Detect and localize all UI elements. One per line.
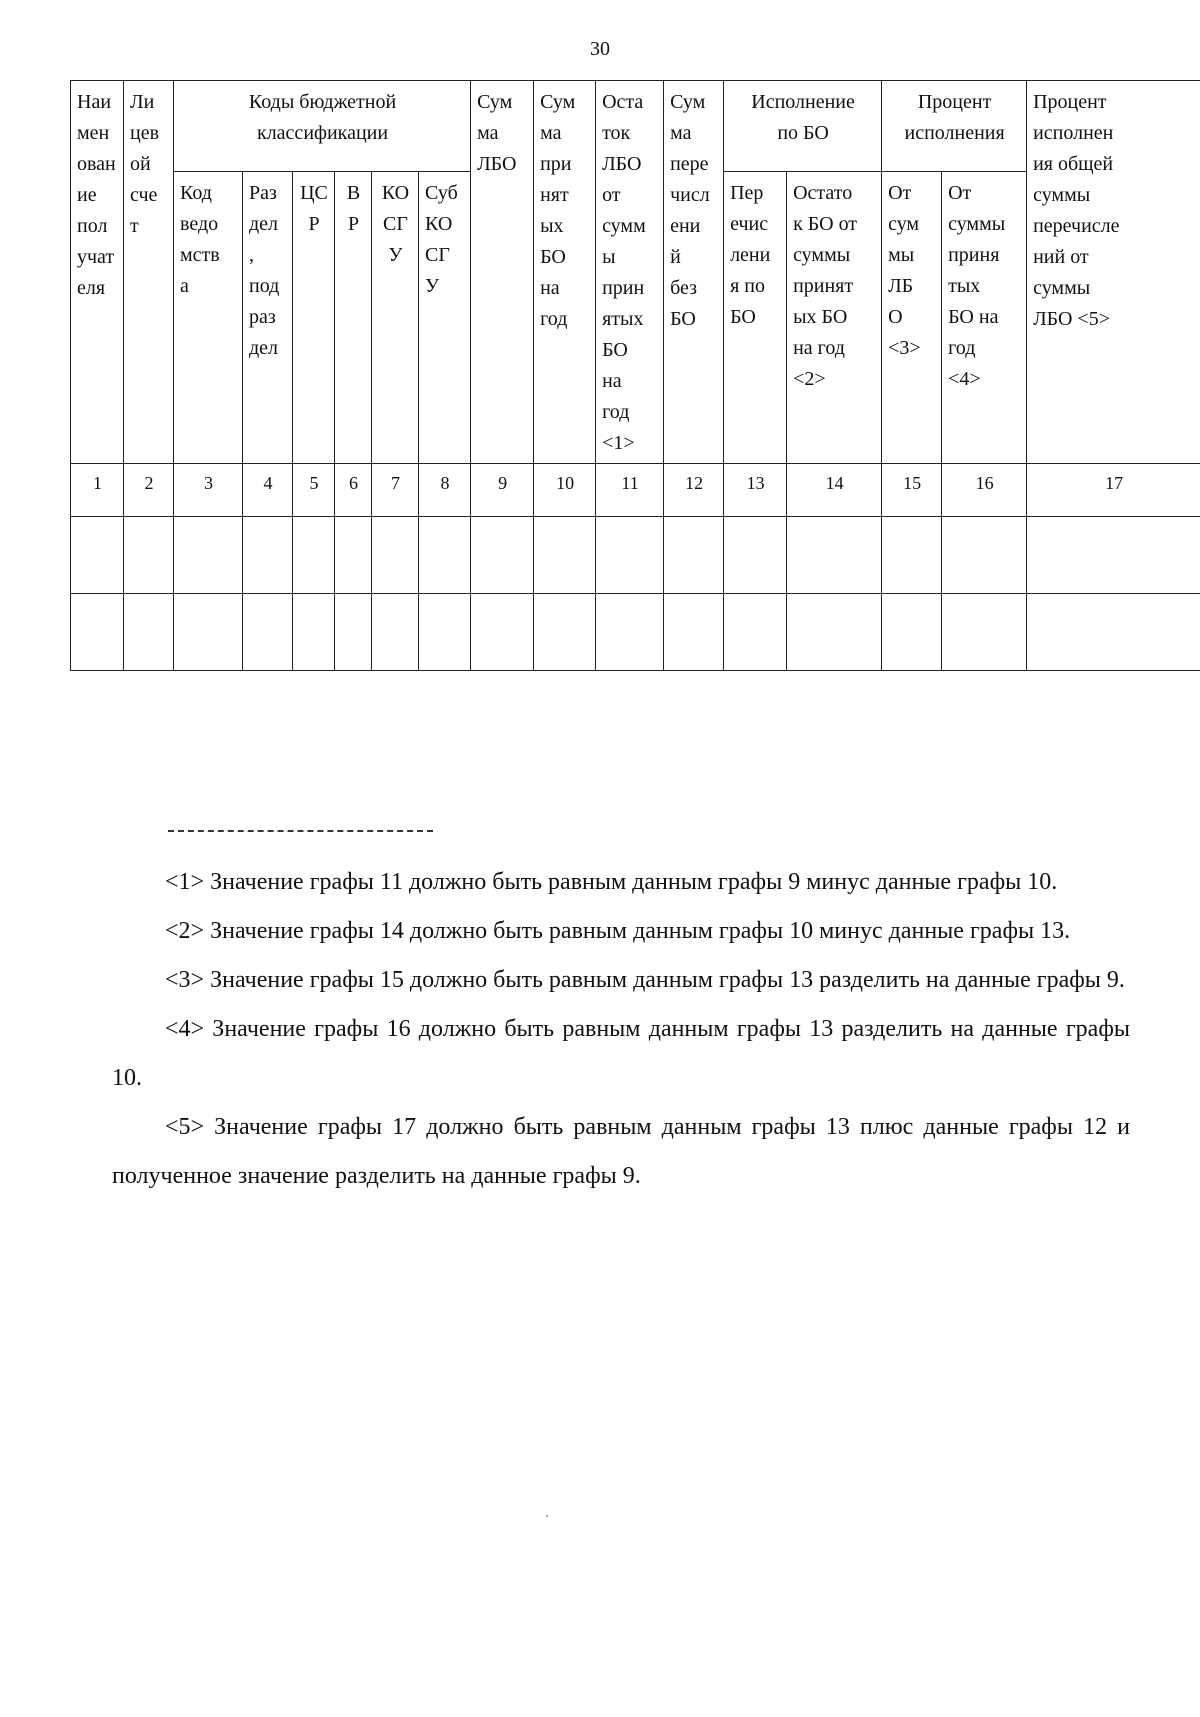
table-cell xyxy=(596,517,664,594)
header-percent-of-accepted-bo: От суммы приня тых БО на год <4> xyxy=(942,172,1027,464)
table-cell xyxy=(335,594,372,671)
header-vr: В Р xyxy=(335,172,372,464)
table-cell xyxy=(293,594,335,671)
column-number: 17 xyxy=(1027,464,1200,517)
table-cell xyxy=(293,517,335,594)
column-number: 4 xyxy=(243,464,293,517)
column-number: 11 xyxy=(596,464,664,517)
table-cell xyxy=(1027,594,1200,671)
column-number: 7 xyxy=(372,464,419,517)
table-cell xyxy=(71,594,124,671)
column-number: 8 xyxy=(419,464,471,517)
table-cell xyxy=(71,517,124,594)
table-cell xyxy=(1027,517,1200,594)
table-cell xyxy=(787,594,882,671)
scan-speck xyxy=(546,1515,548,1517)
table-cell xyxy=(882,594,942,671)
table-cell xyxy=(664,594,724,671)
header-execution-bo: Исполнение по БО xyxy=(724,81,882,172)
table-cell xyxy=(534,517,596,594)
column-number: 5 xyxy=(293,464,335,517)
header-percent-of-lbo: От сум мы ЛБ О <3> xyxy=(882,172,942,464)
table-cell xyxy=(372,517,419,594)
table-cell xyxy=(596,594,664,671)
header-accepted-bo-sum: Сум ма при нят ых БО на год xyxy=(534,81,596,464)
footnote-separator xyxy=(168,830,433,832)
table-cell xyxy=(174,517,243,594)
footnote-2: <2> Значение графы 14 должно быть равным данным графы 10 минус данные графы 13. xyxy=(165,918,1071,944)
table-cell xyxy=(942,517,1027,594)
header-kosgu: КО СГ У xyxy=(372,172,419,464)
table-cell xyxy=(471,517,534,594)
header-total-transfer-percent: Процент исполнен ия общей суммы перечисле ний от суммы ЛБО <5> xyxy=(1027,81,1200,464)
column-number: 9 xyxy=(471,464,534,517)
table-cell xyxy=(724,517,787,594)
header-lbo-sum: Сум ма ЛБО xyxy=(471,81,534,464)
footnotes xyxy=(112,858,1130,1201)
header-personal-account: Ли цев ой сче т xyxy=(124,81,174,464)
column-number: 16 xyxy=(942,464,1027,517)
table-cell xyxy=(124,594,174,671)
table-cell xyxy=(664,517,724,594)
header-bo-remainder: Остато к БО от суммы принят ых БО на год <2> xyxy=(787,172,882,464)
table-cell xyxy=(243,594,293,671)
header-lbo-remainder: Оста ток ЛБО от сумм ы прин ятых БО на год <1> xyxy=(596,81,664,464)
header-sub-kosgu: Суб КО СГ У xyxy=(419,172,471,464)
table-cell xyxy=(787,517,882,594)
header-execution-percent: Процент исполнения xyxy=(882,81,1027,172)
column-number: 1 xyxy=(71,464,124,517)
table-cell xyxy=(243,517,293,594)
table-cell xyxy=(124,517,174,594)
table-cell xyxy=(419,594,471,671)
table-cell xyxy=(724,594,787,671)
footnote-3: <3> Значение графы 15 должно быть равным данным графы 13 разделить на данные графы 9. xyxy=(165,967,1125,993)
column-number: 10 xyxy=(534,464,596,517)
header-department-code: Код ведо мств а xyxy=(174,172,243,464)
table-cell xyxy=(174,594,243,671)
column-number: 14 xyxy=(787,464,882,517)
table-cell xyxy=(534,594,596,671)
table-row xyxy=(71,594,1200,671)
column-number: 2 xyxy=(124,464,174,517)
footnote-4: <4> Значение графы 16 должно быть равным данным графы 13 разделить на данные графы 10. xyxy=(112,1016,1130,1091)
footnote-5: <5> Значение графы 17 должно быть равным данным графы 13 плюс данные графы 12 и полученное значение разделить на данные графы 9. xyxy=(112,1114,1130,1189)
footnote-1: <1> Значение графы 11 должно быть равным данным графы 9 минус данные графы 10. xyxy=(165,869,1058,895)
page-number: 30 xyxy=(590,38,610,60)
column-number: 6 xyxy=(335,464,372,517)
column-number-row xyxy=(71,464,1200,517)
header-transfers-by-bo: Пер ечис лени я по БО xyxy=(724,172,787,464)
table-cell xyxy=(335,517,372,594)
header-section-subsection: Раз дел , под раз дел xyxy=(243,172,293,464)
budget-execution-table xyxy=(70,80,1180,671)
header-transfers-without-bo: Сум ма пере числ ени й без БО xyxy=(664,81,724,464)
table-cell xyxy=(882,517,942,594)
table-cell xyxy=(419,517,471,594)
column-number: 12 xyxy=(664,464,724,517)
table-cell xyxy=(471,594,534,671)
header-budget-codes: Коды бюджетной классификации xyxy=(174,81,471,172)
column-number: 15 xyxy=(882,464,942,517)
column-number: 13 xyxy=(724,464,787,517)
table-cell xyxy=(942,594,1027,671)
column-number: 3 xyxy=(174,464,243,517)
table-row xyxy=(71,517,1200,594)
header-tssr: ЦС Р xyxy=(293,172,335,464)
table-cell xyxy=(372,594,419,671)
header-recipient-name: Наи мен ован ие пол учат еля xyxy=(71,81,124,464)
